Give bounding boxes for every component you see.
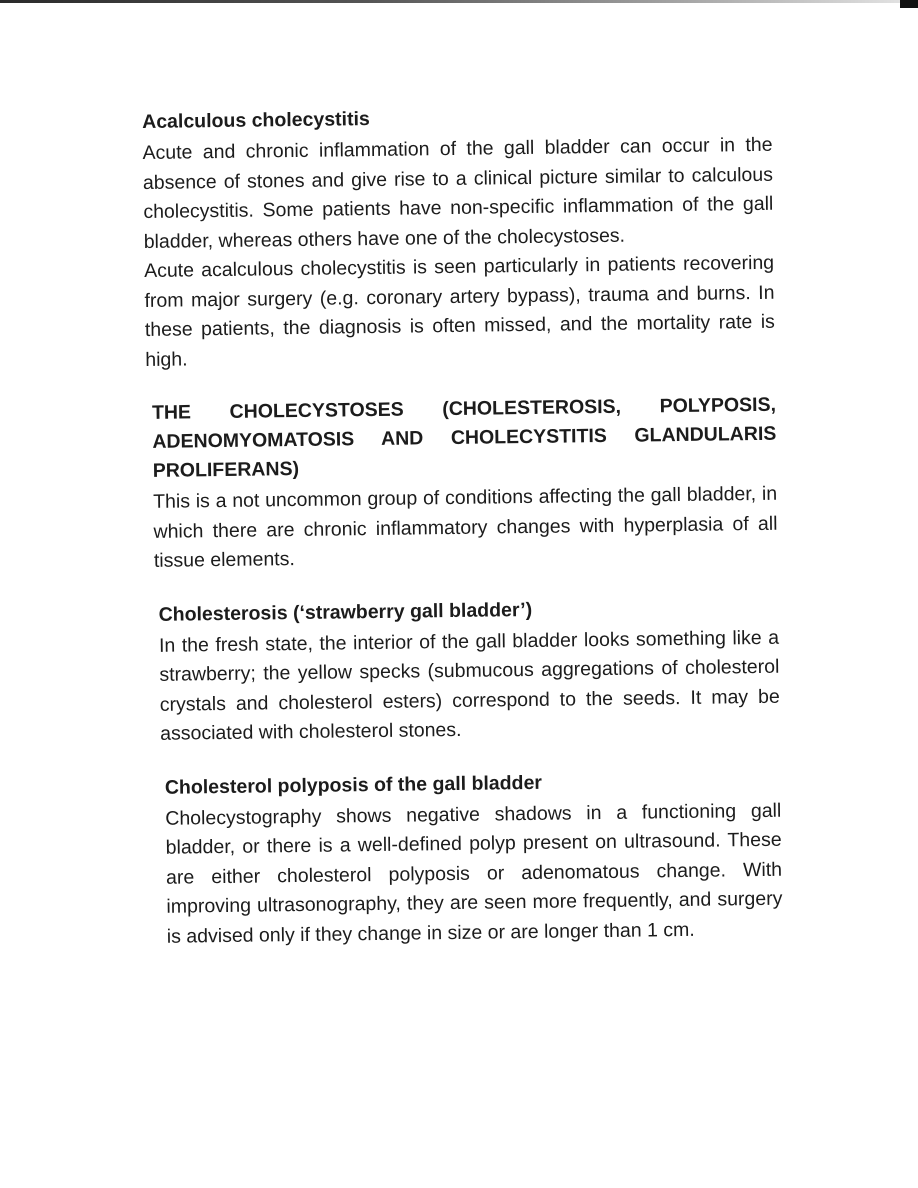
scan-edge-top (0, 0, 918, 3)
paragraph: Cholecystography shows negative shadows in a functioning gall bladder, or there is a well-defined polyp present on ultrasound. These are either cholesterol polyposis or adenomatous change. With improving ultrasonography, they are seen more frequently, and surgery is advised only if they change in size or are longer than 1 cm. (165, 799, 783, 948)
paragraph: This is a not uncommon group of conditions affecting the gall bladder, in which there are chronic inflammatory changes with hyperplasia of all tissue elements. (153, 482, 778, 572)
section-cholecystoses (152, 391, 778, 577)
paragraph: Acute and chronic inflammation of the gall bladder can occur in the absence of stones and give rise to a clinical picture similar to calculous cholecystitis. Some patients have non-specific inflammation of the gall bladder, whereas others have one of the cholecystoses. (142, 133, 774, 253)
scan-edge-corner (900, 0, 918, 8)
section-cholesterosis (158, 592, 780, 749)
section-heading: THE CHOLECYSTOSES (CHOLESTEROSIS, POLYPOSIS, ADENOMYOMATOSIS AND CHOLECYSTITIS GLANDULARIS PROLIFERANS) (151, 393, 777, 482)
section-heading: Cholesterol polyposis of the gall bladder (164, 771, 543, 799)
paragraph: Acute acalculous cholecystitis is seen particularly in patients recovering from major surgery (e.g. coronary artery bypass), trauma and burns. In these patients, the diagnosis is often missed, and the mortality rate is high. (143, 251, 775, 371)
document-page (142, 100, 783, 976)
section-acalculous-cholecystitis (142, 100, 775, 375)
section-heading: Acalculous cholecystitis (142, 108, 370, 133)
section-cholesterol-polyposis (165, 765, 783, 952)
paragraph: In the fresh state, the interior of the gall bladder looks something like a strawberry; the yellow specks (submucous aggregations of cholesterol crystals and cholesterol esters) correspond to the seeds. It may be associated with cholesterol stones. (158, 626, 780, 745)
section-heading: Cholesterosis (‘strawberry gall bladder’) (158, 598, 533, 626)
